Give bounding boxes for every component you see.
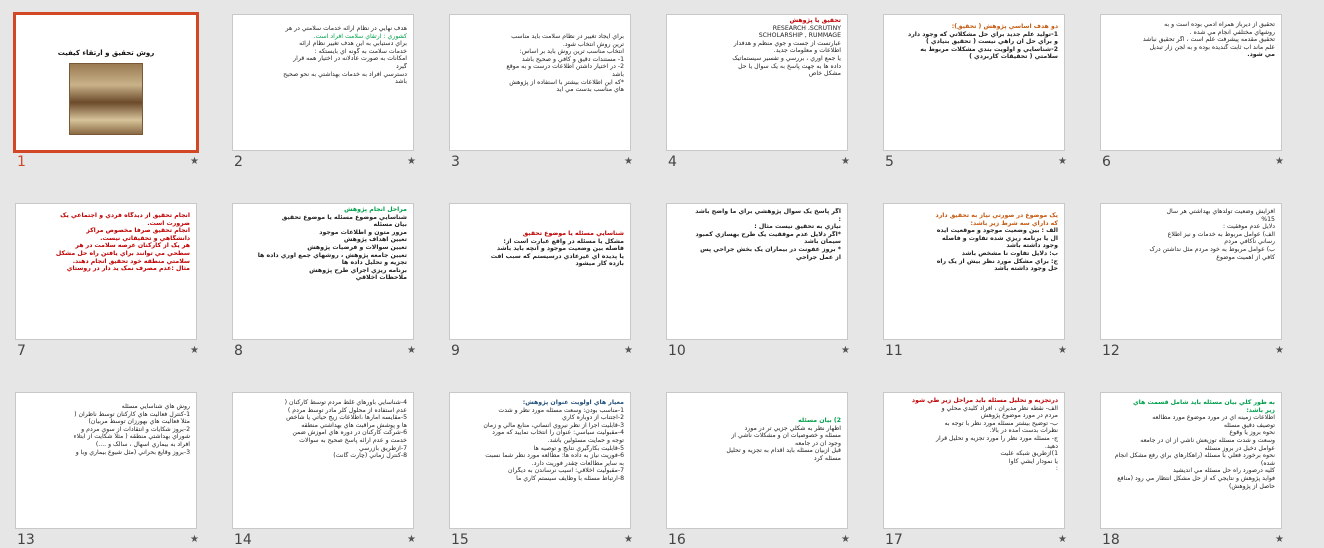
- slide-text-line: 4-شناسايي باورهاي غلط مردم توسط کارکنان (: [284, 399, 407, 406]
- slide-text-line: تحقيق از ديرباز همراه آدمي بوده است و به: [1164, 21, 1275, 28]
- slide-thumbnail-17[interactable]: [883, 392, 1067, 548]
- slide-text-line: برنامه ريزي اجراي طرح پژوهش: [309, 266, 407, 274]
- slide-text-line: معيار هاي اولويت عنوان پژوهش:: [522, 399, 624, 406]
- slide-number: 11: [885, 343, 903, 359]
- slide-text-line: ملاحظات اخلاقي: [355, 274, 407, 282]
- slide-text-line: 8-کنترل زماني (چارت گانت): [333, 452, 407, 460]
- slide-text-line: انجام تحقيق صرفا مخصوص مراکز: [86, 227, 190, 235]
- slide-text-line: خدمات سلامت به گونه اي بايستکه :: [314, 47, 407, 55]
- slide-thumbnail-16[interactable]: [666, 392, 850, 548]
- slide-number: 1: [17, 154, 26, 170]
- slide-text-line: درتجزيه و تحليل مسئله بايد مراحل زير طي شود: [911, 397, 1058, 404]
- slide-preview[interactable]: [15, 203, 197, 340]
- slide-text-line: علم ماند آب ثابت گنديده بوده و به لجن زار تبديل: [1149, 43, 1275, 51]
- slide-text-line: گيرد: [396, 62, 407, 70]
- slide-text-line: نحوه بروز يا وقوع: [1229, 429, 1275, 437]
- slide-text-line: که داراي سه شرط زير باشد:: [970, 219, 1058, 227]
- slide-text-line: سلامتي ( تحقيقات کاربردي ): [969, 53, 1058, 61]
- slide-text-line: ترين روش انتخاب شود.: [562, 40, 624, 48]
- slide-text-line: شناسايي مسئله يا موضوع تحقيق: [522, 230, 624, 237]
- slide-text-line: RESEARCH ،SCRUTINY: [772, 24, 841, 32]
- slide-number: 15: [451, 532, 469, 548]
- star-icon[interactable]: ★: [407, 156, 416, 167]
- slide-text-line: 2-اجتناب از دوباره کاري: [561, 414, 624, 422]
- slide-thumbnail-13[interactable]: [15, 392, 199, 548]
- slide-number: 17: [885, 532, 903, 548]
- slide-text-line: SCHOLARSHIP , RUMMAGE: [758, 32, 841, 40]
- slide-text-line: ب- توضيح بيشتر مسئله مورد نظر با توجه به: [944, 419, 1058, 427]
- slide-number: 18: [1102, 532, 1120, 548]
- slide-text-line: دانشگاهي و تحقيقاتي نيست.: [100, 234, 190, 242]
- slide-text-line: عدم استفاده از محلول کلر مادر توسط مردم ): [287, 406, 407, 414]
- slide-text-line: افزايش وضعيت تولدهاي بهداشتي هر سال: [1166, 208, 1275, 215]
- slide-text-line: مشکل خاص: [808, 70, 841, 78]
- slide-text-line: هدف نهايي در نظام ارائه خدمات سلامتي در هر: [285, 25, 407, 32]
- star-icon[interactable]: ★: [841, 345, 850, 356]
- slide-text-line: :: [838, 215, 841, 223]
- slide-text-line: توجه و حمايت مسئولين باشد.: [547, 436, 624, 444]
- slide-text-line: يک موضوع در صورتي نياز به تحقيق دارد: [935, 212, 1058, 219]
- slide-thumbnail-3[interactable]: [449, 14, 633, 170]
- slide-text-line: 2- در اختيار داشتن اطلاعات درست و به موقع: [506, 63, 624, 71]
- slide-preview[interactable]: [1100, 392, 1282, 529]
- slide-text-line: و براي حل آن راهي نيست ( تحقيق بنيادي ): [925, 38, 1058, 46]
- slide-number: 5: [885, 154, 894, 170]
- slide-text-line: اظهار نظر به شکلي جزيي تر در مورد: [744, 424, 841, 432]
- slide-thumbnail-2[interactable]: [232, 14, 416, 170]
- slide-text-line: کشوري : ارتقاي سلامت افراد است.: [313, 32, 407, 40]
- star-icon[interactable]: ★: [1058, 534, 1067, 545]
- slide-text-line: يا پديده اي غيرعادي درسيستم که سبب افت: [490, 252, 624, 260]
- slide-text-line: ب) عوامل مربوط به خود مردم مثل نداشتن درک: [1149, 245, 1275, 253]
- slide-text-line: زير باشد:: [1246, 406, 1275, 414]
- slide-text-line: ج: براي مشکل مورد نظر بيش از يک راه: [936, 257, 1058, 265]
- slide-text-line: فاصله بين وضعيت موجود و آنچه بايد باشد: [496, 245, 624, 253]
- slide-text-line: هر يک از کارکنان عرصه سلامت در هر: [75, 242, 190, 250]
- slide-text-line: يا جمع آوري ، بررسي و تفسير سيستماتيک: [732, 54, 841, 62]
- slide-text-line: مردم در مورد موضوع پژوهش: [980, 412, 1058, 420]
- slide-thumbnail-8[interactable]: [232, 203, 416, 359]
- slide-text-line: آل يا برنامه ريزي شده تفاوت و فاصله: [942, 234, 1058, 242]
- slide-text-line: يا نمودار ايشي کاوا: [1008, 457, 1058, 465]
- slide-text-line: 1)ازطريق شبکه عليت: [1000, 450, 1058, 458]
- slide-text-line: کليه درصورد راه حل مسئله مي انديشيد: [1173, 467, 1275, 475]
- slide-text-line: مسئله کرد: [813, 454, 841, 462]
- slide-number: 4: [668, 154, 677, 170]
- star-icon[interactable]: ★: [190, 534, 199, 545]
- slide-number: 3: [451, 154, 460, 170]
- slide-text-line: عبارتست از جست و جوي منظم و هدفدار: [733, 39, 841, 47]
- slide-text-line: 1-کنترل فعاليت هاي کارکنان توسط ناظران (: [74, 410, 190, 418]
- slide-text-line: بيان مسئله: [373, 221, 407, 229]
- slide-thumbnail-7[interactable]: [15, 203, 199, 359]
- slide-text-line: تعيين سوالات و فرضيات پژوهش: [307, 243, 407, 251]
- slide-preview[interactable]: [883, 392, 1065, 529]
- slide-thumbnail-1[interactable]: [15, 14, 199, 170]
- slide-number: 7: [17, 343, 26, 359]
- star-icon[interactable]: ★: [407, 345, 416, 356]
- slide-text-line: داده ها به جهت پاسخ به يک سوال يا حل: [738, 62, 841, 70]
- slide-thumbnail-9[interactable]: [449, 203, 633, 359]
- slide-text-line: براي ايجاد تغيير در نظام سلامت بايد مناسب: [511, 33, 624, 40]
- slide-text-line: از عمل جراحي: [795, 253, 841, 261]
- slide-text-line: 2-بروز شکايات و انتقادات از سوي مردم و: [81, 425, 190, 433]
- slide-text-line: تجزيه و تحليل داده ها: [341, 259, 407, 267]
- slide-text-line: :: [1055, 465, 1058, 473]
- slide-number: 9: [451, 343, 460, 359]
- slide-preview[interactable]: [232, 392, 414, 529]
- slide-text-line: افراد به بيماري اسهال ، سالک و ....): [95, 440, 190, 448]
- slide-text-line: انجام تحقيق از ديدگاه فردي و اجتماعي يک: [60, 212, 190, 219]
- slide-text-line: اطلاعات زمينه اي در مورد موضوع مورد مطالعه: [1152, 414, 1275, 422]
- slide-text-line: 3-بروز وقايع بحراني (مثل شيوع بيماري وبا و: [75, 448, 190, 456]
- slide-thumbnail-10[interactable]: [666, 203, 850, 359]
- slide-text-line: مشکل يا مسئله در واقع عبارت است از:: [503, 237, 624, 245]
- slide-text-line: تعيين جامعه پژوهش ، روشهاي جمع آوري داده ها: [257, 251, 407, 259]
- star-icon[interactable]: ★: [1275, 534, 1284, 545]
- slide-text-line: حاصل از پژوهش): [1229, 482, 1275, 490]
- slide-text-line: براي دستيابي به اين هدف تغيير نظام ارائه: [299, 40, 407, 48]
- slide-preview[interactable]: [883, 203, 1065, 340]
- slide-text-line: 2) بيان مسئله: [798, 417, 841, 424]
- slide-text-line: دسترسي افراد به خدمات بهداشتي به نحو صحيح: [283, 70, 407, 78]
- slide-preview[interactable]: [449, 392, 631, 529]
- slide-text-line: 7-ازطريق بازرسي: [359, 444, 407, 452]
- slide-text-line: بازده کار ميشود: [575, 260, 624, 268]
- slide-text-line: شوراي بهداشتي منطقه ( مثلاً شکايت از ابتلاء: [73, 433, 190, 441]
- star-icon[interactable]: ★: [1275, 345, 1284, 356]
- slide-text-line: مراحل انجام پژوهش: [344, 206, 407, 213]
- slide-preview[interactable]: [883, 14, 1065, 151]
- slide-text-line: نحوه برخورد فعلي با مسئله (راهکارهاي براي رفع مشکل انجام: [1114, 452, 1275, 460]
- slide-text-line: 7-مقبوليت اخلاقي: آسيب نرساندن به ديگران: [508, 467, 624, 475]
- star-icon[interactable]: ★: [1275, 156, 1284, 167]
- slide-text-line: مسئله و خصوصيات آن و مشکلات ناشي از: [731, 432, 841, 440]
- slide-text-line: قبل ازبيان مسئله بايد اقدام به تجزيه و تحليل: [726, 447, 841, 455]
- slide-text-line: توصيف دقيق مسئله: [1223, 421, 1275, 429]
- slide-text-line: 1-توليد علم جديد براي حل مشکلاتي که وجود دارد: [908, 30, 1058, 38]
- slide-text-line: تحقيق مقدمه پيشرفت علم است ، اگر تحقيق نباشد: [1142, 36, 1275, 44]
- slide-thumbnail-14[interactable]: [232, 392, 416, 548]
- slide-thumbnail-5[interactable]: [883, 14, 1067, 170]
- slide-text-line: الف : بين وضعيت موجود و موقعيت ايده: [936, 227, 1058, 235]
- slide-text-line: 6-شرکت کارکنان در دوره هاي آموزش ضمن: [292, 429, 407, 437]
- slide-preview[interactable]: [666, 203, 848, 340]
- star-icon[interactable]: ★: [1058, 345, 1067, 356]
- slide-text-line: ضرورت است.: [147, 219, 190, 227]
- slide-thumbnail-11[interactable]: [883, 203, 1067, 359]
- slide-text-line: انتخاب مناسب ترين روش بايد بر اساس:: [519, 48, 624, 56]
- slide-text-line: 1-مناسب بودن: وسعت مسئله مورد نظر و شدت: [498, 406, 624, 414]
- slide-text-line: خدمت و عدم ارائه پاسخ صحيح به سوالات: [299, 436, 407, 444]
- slide-preview[interactable]: [232, 203, 414, 340]
- slide-text-line: نيازي به تحقيق نيست مثال :: [754, 223, 841, 231]
- slide-number: 12: [1102, 343, 1120, 359]
- slide-number: 6: [1102, 154, 1111, 170]
- slide-preview[interactable]: [449, 203, 631, 340]
- slide-text-line: حل وجود داشته باشد: [994, 265, 1058, 273]
- slide-text-line: به ساير مطالعات چقدر فوريت دارد.: [531, 459, 624, 467]
- slide-text-line: باشد: [611, 70, 624, 78]
- slide-text-line: هاي مناسب بدست مي آيد: [556, 86, 624, 94]
- slide-preview[interactable]: [666, 14, 848, 151]
- slide-number: 13: [17, 532, 35, 548]
- slide-number: 8: [234, 343, 243, 359]
- slide-text-line: %15: [1261, 215, 1275, 223]
- slide-number: 14: [234, 532, 252, 548]
- slide-text-line: دهيد.: [1044, 442, 1058, 450]
- slide-thumbnail-15[interactable]: [449, 392, 633, 548]
- slide-preview[interactable]: [232, 14, 414, 151]
- slide-text-line: رساني ناکافي مردم: [1224, 238, 1275, 246]
- star-icon[interactable]: ★: [1058, 156, 1067, 167]
- slide-text-line: 1- مستندات دقيق و کافي و صحيح باشد: [521, 55, 624, 63]
- slide-text-line: فوايد پژوهش و نتايجي که از حل مشکل انتظار مي رود (منافع: [1117, 474, 1275, 482]
- slide-text-line: 4-مقبوليت سياسي: عنوان را انتخاب نماييد که مورد: [492, 429, 624, 437]
- slide-title: روش تحقيق و ارتقاء کيفيت: [57, 49, 155, 57]
- slide-preview[interactable]: [15, 392, 197, 529]
- slide-text-line: روش هاي شناسايي مسئله: [121, 403, 190, 410]
- slide-text-line: *که اين اطلاعات بيشتر با استفاده از پژوهش: [509, 78, 624, 86]
- slide-text-line: ب: دلايل تفاوت نا مشخص باشد: [961, 249, 1058, 257]
- star-icon[interactable]: ★: [841, 534, 850, 545]
- books-image: [69, 63, 143, 135]
- star-icon[interactable]: ★: [190, 345, 199, 356]
- slide-text-line: وجود آن در جامعه: [795, 439, 841, 447]
- slide-text-line: الف) عوامل مربوط به خدمات و نيز اطلاع: [1167, 230, 1275, 238]
- slide-text-line: شناسايي موضوع مسئله يا موضوع تحقيق: [281, 213, 407, 221]
- slide-text-line: الف- نقطه نظر مديران ، افراد کليدي محلي و: [941, 404, 1058, 412]
- slide-text-line: 6-فوريت نياز به داده ها: مطالعه مورد نظر شما نسبت: [485, 452, 624, 460]
- star-icon[interactable]: ★: [841, 156, 850, 167]
- slide-preview[interactable]: [449, 14, 631, 151]
- slide-number: 16: [668, 532, 686, 548]
- slide-thumbnail-6[interactable]: [1100, 14, 1284, 170]
- star-icon[interactable]: ★: [624, 534, 633, 545]
- slide-text-line: مثلاً فعاليت هاي بهورزان توسط مربيان): [88, 418, 190, 426]
- slide-text-line: اگر پاسخ يک سوال پژوهشي براي ما واضح باشد: [695, 208, 841, 215]
- slide-preview[interactable]: [1100, 203, 1282, 340]
- star-icon[interactable]: ★: [407, 534, 416, 545]
- slide-text-line: وجود داشته باشد: [1006, 242, 1058, 250]
- slide-text-line: سيمان باشد: [804, 238, 841, 246]
- star-icon[interactable]: ★: [190, 156, 199, 167]
- slide-text-line: به طور کلي بيان مسئله بايد شامل قسمت هاي: [1133, 399, 1275, 406]
- slide-text-line: شده): [1260, 459, 1275, 467]
- star-icon[interactable]: ★: [624, 345, 633, 356]
- slide-number: 2: [234, 154, 243, 170]
- slide-text-line: ها و پوشش مراقبت هاي بهداشتي منطقه: [301, 421, 407, 429]
- slide-thumbnail-18[interactable]: [1100, 392, 1284, 548]
- slide-text-line: اطلاعات و معلومات جديد.: [773, 47, 841, 55]
- slide-text-line: * بروز عفونت در بيماران يک بخش جراحي پس: [700, 245, 841, 253]
- slide-text-line: روشهاي مختلفي انجام مي شده .: [1189, 28, 1275, 36]
- slide-text-line: 8-ارتباط مسئله با وظايف سيستم کاري ما: [516, 474, 624, 482]
- slide-text-line: سطحي مي توانند براي يافتن راه حل مشکل: [55, 249, 190, 257]
- star-icon[interactable]: ★: [624, 156, 633, 167]
- slide-text-line: نظرات بدست آمده در بالا.: [989, 427, 1058, 435]
- slide-text-line: دو هدف اساسي پژوهش ( تحقيق):: [951, 23, 1058, 30]
- slide-text-line: کافي از اهميت موضوع: [1216, 253, 1275, 261]
- slide-text-line: عوامل دخيل در بروز مسئله: [1204, 444, 1275, 452]
- slide-text-line: مرور متون و اطلاعات موجود: [319, 228, 407, 236]
- slide-text-line: امکانات به صورت عادلانه در اختيار همه قرار: [293, 55, 407, 63]
- slide-thumbnail-12[interactable]: [1100, 203, 1284, 359]
- slide-text-line: مي شود.: [1247, 51, 1275, 59]
- slide-text-line: دلايل عدم موفقيت :: [1223, 223, 1275, 231]
- slide-text-line: 5-مقايسه آمارها ،اطلاعات زيج حياتي يا شاخص: [286, 414, 407, 422]
- slide-text-line: ج- مسئله مورد نظر را مورد تجزيه و تحليل قرار: [936, 434, 1058, 442]
- slide-text-line: تحقيق يا پژوهش: [789, 17, 841, 24]
- slide-preview[interactable]: [1100, 14, 1282, 151]
- slide-thumbnail-4[interactable]: [666, 14, 850, 170]
- slide-text-line: *اگر دلايل عدم موفقيت يک طرح بهسازي کمبود: [695, 230, 841, 238]
- slide-number: 10: [668, 343, 686, 359]
- slide-text-line: تعيين اهداف پژوهش: [343, 236, 407, 244]
- slide-preview[interactable]: [666, 392, 848, 529]
- slide-text-line: مثال :عدم مصرف نمک يد دار در روستاي: [66, 265, 190, 273]
- slide-text-line: 5-قابليت بکارگيري نتايج و توصيه ها: [533, 444, 624, 452]
- slide-text-line: 3-قابليت اجرا از نظر نيروي انساني، منابع مالي و زمان: [483, 421, 624, 429]
- slide-text-line: 2-شناسايي و اولويت بندي مشکلات مربوط به: [920, 45, 1058, 53]
- slide-text-line: سلامتي منطقه خود تحقيق انجام دهند.: [72, 257, 190, 265]
- slide-preview[interactable]: [13, 12, 199, 153]
- slide-text-line: وسعت و شدت مسئله توزيعش ناشي از آن در جامعه: [1140, 436, 1275, 444]
- slide-text-line: باشد: [394, 78, 407, 86]
